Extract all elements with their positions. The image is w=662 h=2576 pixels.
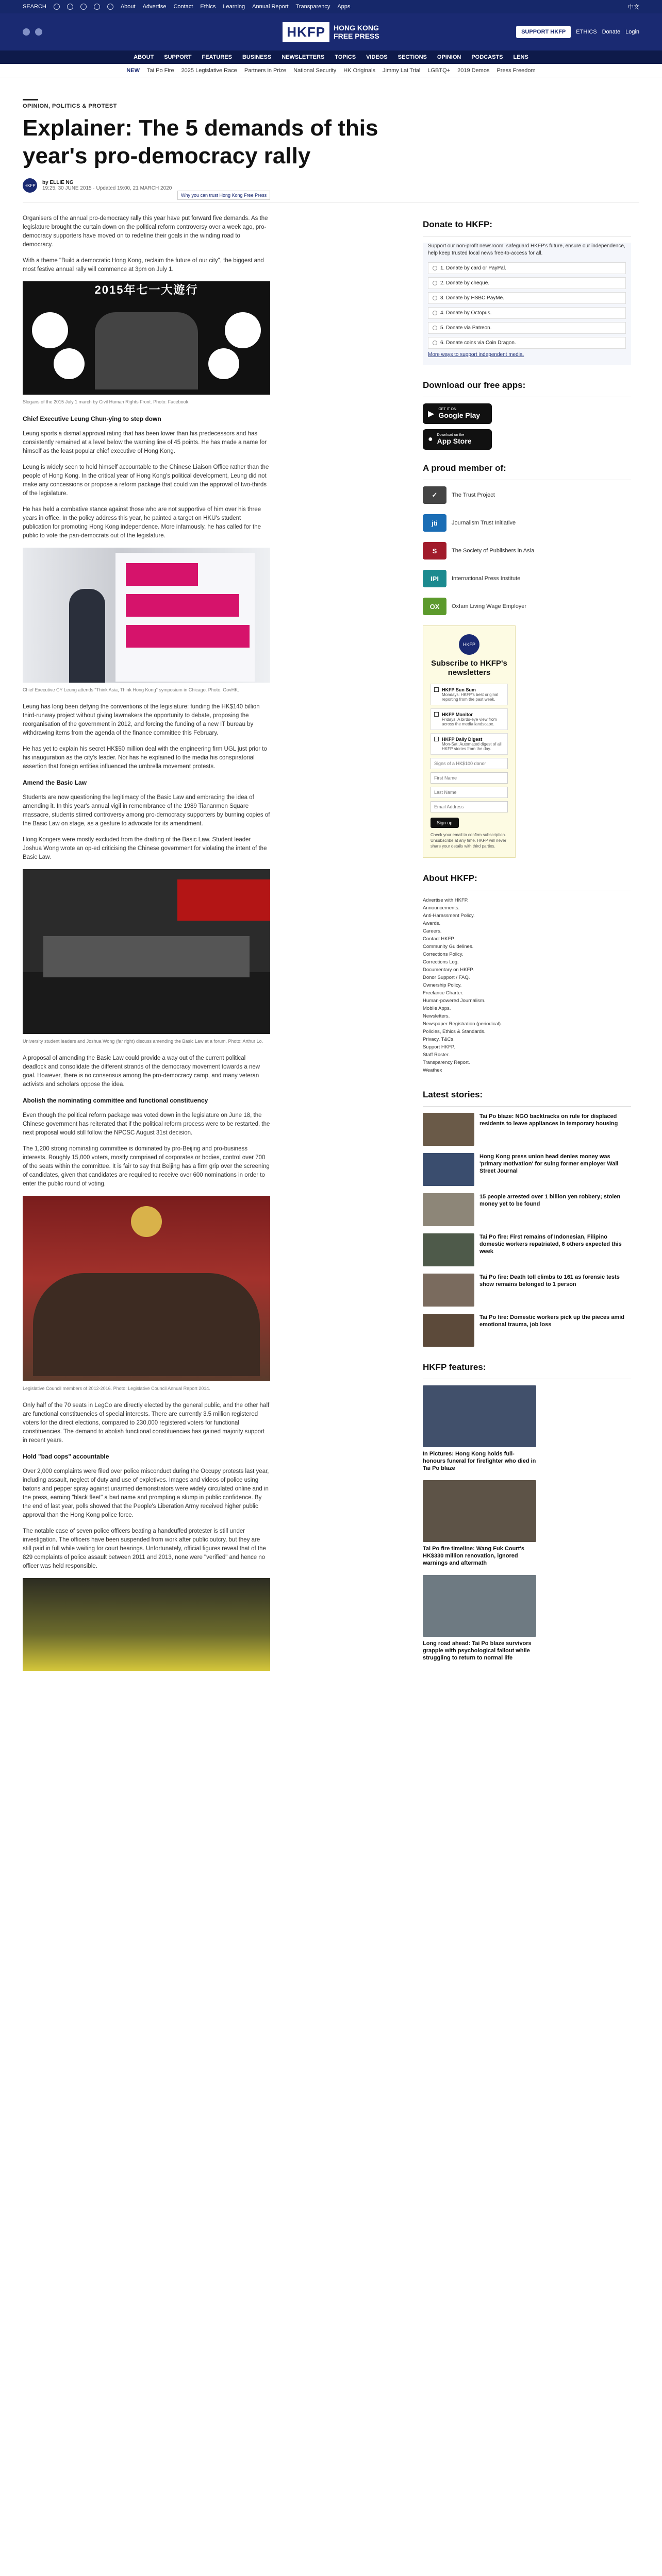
nav-lens[interactable]: LENS	[513, 54, 528, 60]
donate-option-coins[interactable]	[428, 337, 626, 349]
newsletter-title: Subscribe to HKFP's newsletters	[431, 659, 507, 677]
features-heading: HKFP features:	[423, 1357, 631, 1379]
leung-photo	[23, 548, 270, 683]
apps-heading: Download our free apps:	[423, 375, 631, 397]
poster-badge	[54, 348, 85, 379]
feature-story[interactable]	[423, 1385, 631, 1472]
paragraph: He has held a combative stance against those who are not supportive of him over his three years in office. In the policy address this year, he painted a target on HKU's student publication for promoting Hong Kong independence. More infamously, he has called for the public to vote the pan-democrats out of the legislature.	[23, 506, 261, 539]
member-label: International Press Institute	[452, 575, 521, 582]
signature-field[interactable]	[431, 758, 508, 769]
oxfam-logo: OX	[423, 598, 446, 615]
option-label: 6. Donate coins via Coin Dragon.	[440, 340, 516, 346]
poster-title: 2015年七一大遊行	[94, 283, 198, 296]
nav-support[interactable]: SUPPORT	[164, 54, 192, 60]
about-link[interactable]: Anti-Harassment Policy.	[423, 913, 475, 919]
top-link-learning[interactable]: Learning	[223, 4, 245, 10]
protest-photo	[23, 1578, 270, 1671]
ticker-item[interactable]: 2025 Legislative Race	[181, 67, 237, 74]
masthead	[0, 13, 662, 50]
paragraph: With a theme "Build a democratic Hong Kong, reclaim the future of our city", the biggest and most festive annual rally will commence at 3pm on July 1.	[23, 258, 264, 273]
paragraph: Over 2,000 complaints were filed over police misconduct during the Occupy protests last year, including assault, neglect of duty and use of expletives. Images and videos of police using batons and pepper spray against unarmed demonstrators were widely circulated online and in the press, earning "black fleet" a bad name and prompting a slump in public confidence. By the end of last year, polls showed that the People's Liberation Army received higher public approval than the Hong Kong police force.	[23, 1468, 269, 1518]
story-thumbnail	[423, 1153, 474, 1186]
backdrop-shape	[126, 594, 239, 617]
ipi-logo: IPI	[423, 570, 446, 587]
top-link-about[interactable]: About	[120, 4, 136, 10]
story-title: Tai Po fire: Death toll climbs to 161 as forensic tests show remains belonged to 1 person	[479, 1274, 620, 1287]
masthead-right	[379, 26, 639, 38]
about-link[interactable]: Freelance Charter.	[423, 990, 464, 996]
author-name[interactable]: by ELLIE NG	[42, 180, 74, 185]
donate-option-patreon[interactable]	[428, 322, 626, 334]
main-nav	[0, 50, 662, 64]
forum-photo	[23, 869, 270, 1034]
article-kicker[interactable]: OPINION, POLITICS & PROTEST	[23, 103, 117, 109]
section-heading: Hold "bad cops" accountable	[23, 1453, 109, 1460]
option-label: 5. Donate via Patreon.	[440, 325, 492, 331]
nav-about[interactable]: ABOUT	[134, 54, 154, 60]
radio-icon	[433, 341, 437, 345]
about-link[interactable]: Newspaper Registration (periodical).	[423, 1021, 502, 1027]
story-title: Tai Po fire: First remains of Indonesian, Filipino domestic workers repatriated, 8 others expected this week	[479, 1234, 622, 1255]
last-name-field[interactable]	[431, 787, 508, 798]
member-label: The Society of Publishers in Asia	[452, 548, 535, 554]
about-link[interactable]: Privacy, T&Cs.	[423, 1037, 455, 1042]
donate-option-octopus[interactable]	[428, 307, 626, 319]
member-label: The Trust Project	[452, 492, 495, 498]
member-jti[interactable]	[423, 514, 631, 532]
facebook-icon[interactable]	[54, 4, 60, 10]
checkbox-icon	[434, 687, 439, 692]
member-label: Oxfam Living Wage Employer	[452, 603, 527, 609]
latest-story[interactable]	[423, 1193, 631, 1226]
more-ways-link[interactable]: More ways to support independent media.	[428, 352, 524, 358]
about-link[interactable]: Contact HKFP.	[423, 936, 455, 942]
email-field[interactable]	[431, 801, 508, 812]
option-desc: Mon-Sat: Automated digest of all HKFP stories from the day.	[442, 742, 502, 751]
sopa-logo: S	[423, 542, 446, 560]
image-caption: Slogans of the 2015 July 1 march by Civil Human Rights Front. Photo: Facebook.	[23, 399, 190, 404]
ticker-item[interactable]: HK Originals	[343, 67, 376, 74]
member-oxfam[interactable]	[423, 598, 631, 615]
newsletter-option-digest[interactable]	[431, 733, 508, 755]
story-thumbnail	[423, 1314, 474, 1347]
apple-icon: ●	[428, 435, 433, 444]
badge-text	[438, 408, 480, 420]
option-label: 4. Donate by Octopus.	[440, 310, 492, 316]
nav-newsletters[interactable]: NEWSLETTERS	[282, 54, 325, 60]
option-title: HKFP Sun Sum	[442, 687, 476, 692]
paragraph: A proposal of amending the Basic Law could provide a way out of the current political deadlock and consolidate the different strands of the democracy movement towards a new goal. However, there is no consensus among the pro-democracy camp, and many veteran activists and scholars oppose the idea.	[23, 1055, 260, 1088]
nav-podcasts[interactable]: PODCASTS	[471, 54, 503, 60]
app-store-badge[interactable]	[423, 429, 492, 450]
speaker-silhouette	[69, 589, 105, 683]
badge-small: Download on the	[437, 433, 465, 437]
latest-story[interactable]	[423, 1274, 631, 1307]
paragraph: The 1,200 strong nominating committee is dominated by pro-Beijing and pro-business interests. Roughly 15,000 voters, mostly comprised of corporates or bodies, control over 700 of the seats within the committee. It is fair to say that Beijing has a firm grip over the screening of candidates, given that candidates are required to receive over 600 nominations in order to enter the public round of voting.	[23, 1146, 270, 1187]
about-list	[423, 896, 631, 1074]
twitter-icon[interactable]	[67, 4, 73, 10]
about-link[interactable]: Donor Support / FAQ.	[423, 975, 470, 980]
logo-mark: HKFP	[283, 22, 329, 42]
nav-opinion[interactable]: OPINION	[437, 54, 461, 60]
publish-date: 19:25, 30 JUNE 2015 · Updated 19:00, 21 MARCH 2020	[42, 185, 172, 191]
topic-ticker	[0, 64, 662, 77]
sidebar	[423, 214, 631, 1670]
donate-heading: Donate to HKFP:	[423, 214, 631, 236]
paragraph: He has yet to explain his secret HK$50 million deal with the engineering firm UGL just prior to his inauguration as the city's leader. Nor has he explained to the media his conspiratorial assertion that foreign entities influenced the umbrella movement protests.	[23, 746, 267, 770]
newsletter-option-monitor[interactable]	[431, 708, 508, 730]
ticker-item[interactable]: National Security	[293, 67, 337, 74]
option-title: HKFP Daily Digest	[442, 737, 483, 742]
feature-title: Tai Po fire timeline: Wang Fuk Court's HK$330 million renovation, ignored warnings and aftermath	[423, 1546, 524, 1566]
poster-badge	[225, 312, 261, 348]
ticker-item[interactable]: Tai Po Fire	[146, 67, 174, 74]
donate-option-card[interactable]	[428, 262, 626, 274]
about-link[interactable]: Documentary on HKFP.	[423, 967, 474, 973]
badge-big: App Store	[437, 436, 472, 445]
story-thumbnail	[423, 1274, 474, 1307]
section-heading: Amend the Basic Law	[23, 779, 87, 786]
about-link[interactable]: Community Guidelines.	[423, 944, 474, 950]
backdrop-shape	[126, 563, 198, 586]
about-link[interactable]: Support HKFP.	[423, 1044, 455, 1050]
backdrop-shape	[126, 625, 250, 648]
paragraph: Leung is widely seen to hold himself accountable to the Chinese Liaison Office rather than the people of Hong Kong. In the critical year of Hong Kong's political development, Leung did not make any concessions or propose a reform package that could win the approval of two-thirds of the legislature.	[23, 464, 269, 497]
ticker-item[interactable]: Partners in Prize	[244, 67, 287, 74]
language-link[interactable]: 中文	[628, 4, 639, 10]
paragraph: The notable case of seven police officers beating a handcuffed protester is still under investigation. The officers have been suspended from work after public outcry, but they are still paid in full while waiting for court hearings. Unfortunately, official figures reveal that of the 829 complaints of police assault between 2011 and 2013, none were "verified" and hence no officer was held responsible.	[23, 1528, 266, 1569]
member-heading: A proud member of:	[423, 458, 631, 480]
youtube-icon[interactable]	[94, 4, 100, 10]
badge-big: Google Play	[438, 411, 481, 419]
story-thumbnail	[423, 1113, 474, 1146]
section-heading: Abolish the nominating committee and functional constituency	[23, 1097, 208, 1104]
login-link[interactable]: Login	[625, 29, 640, 35]
option-label: 1. Donate by card or PayPal.	[440, 265, 506, 271]
utility-bar	[0, 0, 662, 13]
author-avatar: HKFP	[23, 178, 37, 193]
option-title: HKFP Monitor	[442, 712, 473, 717]
seating-shape	[33, 1273, 260, 1376]
first-name-field[interactable]	[431, 772, 508, 784]
poster-image	[23, 281, 270, 395]
search-link[interactable]: SEARCH	[23, 4, 46, 10]
story-thumbnail	[423, 1233, 474, 1266]
top-link-contact[interactable]: Contact	[173, 4, 193, 10]
latest-story[interactable]	[423, 1233, 631, 1266]
article-body	[23, 214, 270, 1678]
option-text	[442, 737, 504, 751]
about-link[interactable]: Staff Roster.	[423, 1052, 450, 1058]
radio-icon	[433, 281, 437, 285]
about-link[interactable]: Mobile Apps.	[423, 1006, 451, 1011]
jti-logo: jti	[423, 514, 446, 532]
feature-story[interactable]	[423, 1575, 631, 1662]
byline	[23, 178, 172, 193]
about-link[interactable]: Human-powered Journalism.	[423, 998, 486, 1004]
checkbox-icon	[434, 737, 439, 741]
story-title: 15 people arrested over 1 billion yen robbery; stolen money yet to be found	[479, 1194, 621, 1207]
about-link[interactable]: Advertise with HKFP.	[423, 897, 469, 903]
newsletter-fine-print: Check your email to confirm subscription. Unsubscribe at any time. HKFP will never share your details with third parties.	[431, 833, 507, 849]
member-label: Journalism Trust Initiative	[452, 520, 516, 526]
donate-option-payme[interactable]	[428, 292, 626, 304]
about-link[interactable]: Policies, Ethics & Standards.	[423, 1029, 486, 1035]
feature-thumbnail	[423, 1385, 536, 1447]
sign-up-button[interactable]: Sign up	[431, 818, 459, 828]
byline-text	[42, 180, 172, 191]
option-desc: Fridays: A birds-eye view from across the media landscape.	[442, 717, 497, 726]
newsletter-box	[423, 625, 516, 858]
about-link[interactable]: Corrections Policy.	[423, 952, 464, 957]
latest-heading: Latest stories:	[423, 1084, 631, 1107]
donate-link[interactable]: Donate	[602, 29, 621, 35]
paragraph: Hong Kongers were mostly excluded from the drafting of the Basic Law. Student leader Joshua Wong wrote an op-ed criticising the Chinese government for violating the intent of the Basic Law.	[23, 837, 267, 860]
emblem-shape	[131, 1206, 162, 1237]
nav-features[interactable]: FEATURES	[202, 54, 232, 60]
feature-title: Long road ahead: Tai Po blaze survivors grapple with psychological fallout while struggling to return to normal life	[423, 1640, 532, 1661]
ticker-item[interactable]: LGBTQ+	[427, 67, 451, 74]
latest-story[interactable]	[423, 1153, 631, 1186]
site-logo[interactable]	[283, 22, 379, 42]
newsletter-logo: HKFP	[459, 634, 479, 655]
badge-small: GET IT ON	[438, 407, 457, 411]
logo-line1: HONG KONG	[334, 24, 379, 32]
story-title: Tai Po fire: Domestic workers pick up the pieces amid emotional trauma, job loss	[479, 1314, 624, 1328]
feature-story[interactable]	[423, 1480, 631, 1567]
option-label: 3. Donate by HSBC PayMe.	[440, 295, 504, 301]
paragraph: Leung sports a dismal approval rating that has been lower than his predecessors and has consistently remained at a level below the warning line of 45 points. He has made a name for himself as the least popular chief executive of Hong Kong.	[23, 431, 267, 454]
banner-shape	[177, 879, 270, 921]
ticker-item[interactable]: Press Freedom	[496, 67, 536, 74]
image-caption: University student leaders and Joshua Wong (far right) discuss amending the Basic Law at a forum. Photo: Arthur Lo.	[23, 1039, 263, 1044]
latest-story[interactable]	[423, 1314, 631, 1347]
paragraph: Organisers of the annual pro-democracy rally this year have put forward five demands. As the legislature brought the curtain down on the political reform controversy over a week ago, pro-democracy supporters have moved on to redefine their goals in the winding road to democracy.	[23, 215, 268, 248]
trust-project-logo: ✓	[423, 486, 446, 504]
trust-link[interactable]: Why you can trust Hong Kong Free Press	[177, 191, 270, 200]
play-icon: ▶	[428, 410, 435, 418]
newsletter-option-sunsum[interactable]	[431, 684, 508, 705]
donate-box	[423, 243, 631, 365]
kicker-rule	[23, 99, 38, 100]
logo-line2: FREE PRESS	[334, 32, 379, 40]
about-link[interactable]: Weathex	[423, 1067, 442, 1073]
masthead-left	[23, 28, 283, 36]
image-caption: Chief Executive CY Leung attends "Think Asia, Think Hong Kong" symposium in Chicago. Photo: GovHK.	[23, 687, 239, 692]
feature-title: In Pictures: Hong Kong holds full-honours funeral for firefighter who died in Tai Po blaze	[423, 1451, 536, 1471]
option-text	[442, 712, 504, 726]
top-link-annual-report[interactable]: Annual Report	[252, 4, 289, 10]
panel-shape	[43, 936, 250, 977]
nav-business[interactable]: BUSINESS	[242, 54, 272, 60]
story-title: Tai Po blaze: NGO backtracks on rule for displaced residents to leave appliances in temporary housing	[479, 1113, 618, 1127]
poster-badge	[32, 312, 68, 348]
table-shape	[23, 972, 270, 1034]
story-thumbnail	[423, 1193, 474, 1226]
option-text	[442, 687, 504, 702]
about-heading: About HKFP:	[423, 868, 631, 890]
story-title: Hong Kong press union head denies money was 'primary motivation' for suing former employer Wall Street Journal	[479, 1154, 619, 1174]
paragraph: Leung has long been defying the conventions of the legislature: funding the HK$140 billion third-runway project without giving lawmakers the opportunity to debate, proposing the reorganisation of the government in 2012, and forcing the funding of a new IT bureau by withdrawing items from the agenda of the finance committee this February.	[23, 704, 260, 736]
about-link[interactable]: Newsletters.	[423, 1013, 450, 1019]
radio-icon	[433, 266, 437, 270]
support-button[interactable]: SUPPORT HKFP	[516, 26, 571, 38]
legco-photo	[23, 1196, 270, 1381]
paragraph: Only half of the 70 seats in LegCo are directly elected by the general public, and the other half are functional constituencies of special interests. There are currently 3.5 million registered voters for the direct elections, compared to 230,000 registered voters for functional constituencies. The demand to abolish functional constituencies has gained majority support in recent years.	[23, 1402, 270, 1444]
radio-icon	[433, 311, 437, 315]
about-link[interactable]: Awards.	[423, 921, 441, 926]
article-title: Explainer: The 5 demands of this year's pro-democracy rally	[23, 115, 378, 168]
top-link-apps[interactable]: Apps	[337, 4, 351, 10]
paragraph: Students are now questioning the legitimacy of the Basic Law and embracing the idea of amending it. In this year's annual vigil in remembrance of the 1989 Tiananmen Square massacre, students stirred controversy among pro-democracy supporters by burning copies of the Basic Law on stage, as a gesture to advocate for its amendment.	[23, 794, 270, 827]
instagram-icon[interactable]	[80, 4, 87, 10]
google-play-badge[interactable]	[423, 403, 492, 424]
paragraph: Even though the political reform package was voted down in the legislature on June 18, the Chinese government has reiterated that if the political reform process were to be restarted, the next proposal would still follow the NPCSC August 31st decision.	[23, 1112, 270, 1136]
feature-thumbnail	[423, 1575, 536, 1637]
feature-thumbnail	[423, 1480, 536, 1542]
menu-icon[interactable]	[23, 28, 30, 36]
option-label: 2. Donate by cheque.	[440, 280, 490, 286]
about-link[interactable]: Announcements.	[423, 905, 460, 911]
nav-sections[interactable]: SECTIONS	[398, 54, 427, 60]
section-heading: Chief Executive Leung Chun-ying to step down	[23, 415, 161, 422]
ticker-item[interactable]: Jimmy Lai Trial	[383, 67, 421, 74]
checkbox-icon	[434, 712, 439, 717]
image-caption: Legislative Council members of 2012-2016. Photo: Legislative Council Annual Report 2014.	[23, 1386, 210, 1391]
donate-option-cheque[interactable]	[428, 277, 626, 289]
top-link-advertise[interactable]: Advertise	[142, 4, 167, 10]
poster-badge	[208, 348, 239, 379]
member-trust-project[interactable]	[423, 486, 631, 504]
search-icon[interactable]	[35, 28, 42, 36]
nav-topics[interactable]: TOPICS	[335, 54, 356, 60]
about-link[interactable]: Ownership Policy.	[423, 982, 462, 988]
nav-videos[interactable]: VIDEOS	[366, 54, 388, 60]
telegram-icon[interactable]	[107, 4, 113, 10]
member-sopa[interactable]	[423, 542, 631, 560]
ticker-item[interactable]: 2019 Demos	[457, 67, 490, 74]
radio-icon	[433, 326, 437, 330]
option-desc: Mondays: HKFP's best original reporting from the past week.	[442, 692, 499, 702]
radio-icon	[433, 296, 437, 300]
top-link-ethics[interactable]: Ethics	[200, 4, 216, 10]
badge-text	[437, 433, 472, 446]
poster-crowd	[95, 312, 198, 389]
about-link[interactable]: Careers.	[423, 928, 442, 934]
about-link[interactable]: Transparency Report.	[423, 1060, 470, 1065]
member-ipi[interactable]	[423, 570, 631, 587]
top-link-transparency[interactable]: Transparency	[295, 4, 330, 10]
ticker-new-badge: NEW	[126, 67, 140, 74]
ethics-link[interactable]: ETHICS	[576, 29, 597, 35]
about-link[interactable]: Corrections Log.	[423, 959, 459, 965]
logo-text	[334, 24, 379, 40]
donate-lead[interactable]: Support our non-profit newsroom: safeguard HKFP's future, ensure our independence, help keep trusted local news free-to-access for all.	[428, 243, 625, 256]
latest-story[interactable]	[423, 1113, 631, 1146]
